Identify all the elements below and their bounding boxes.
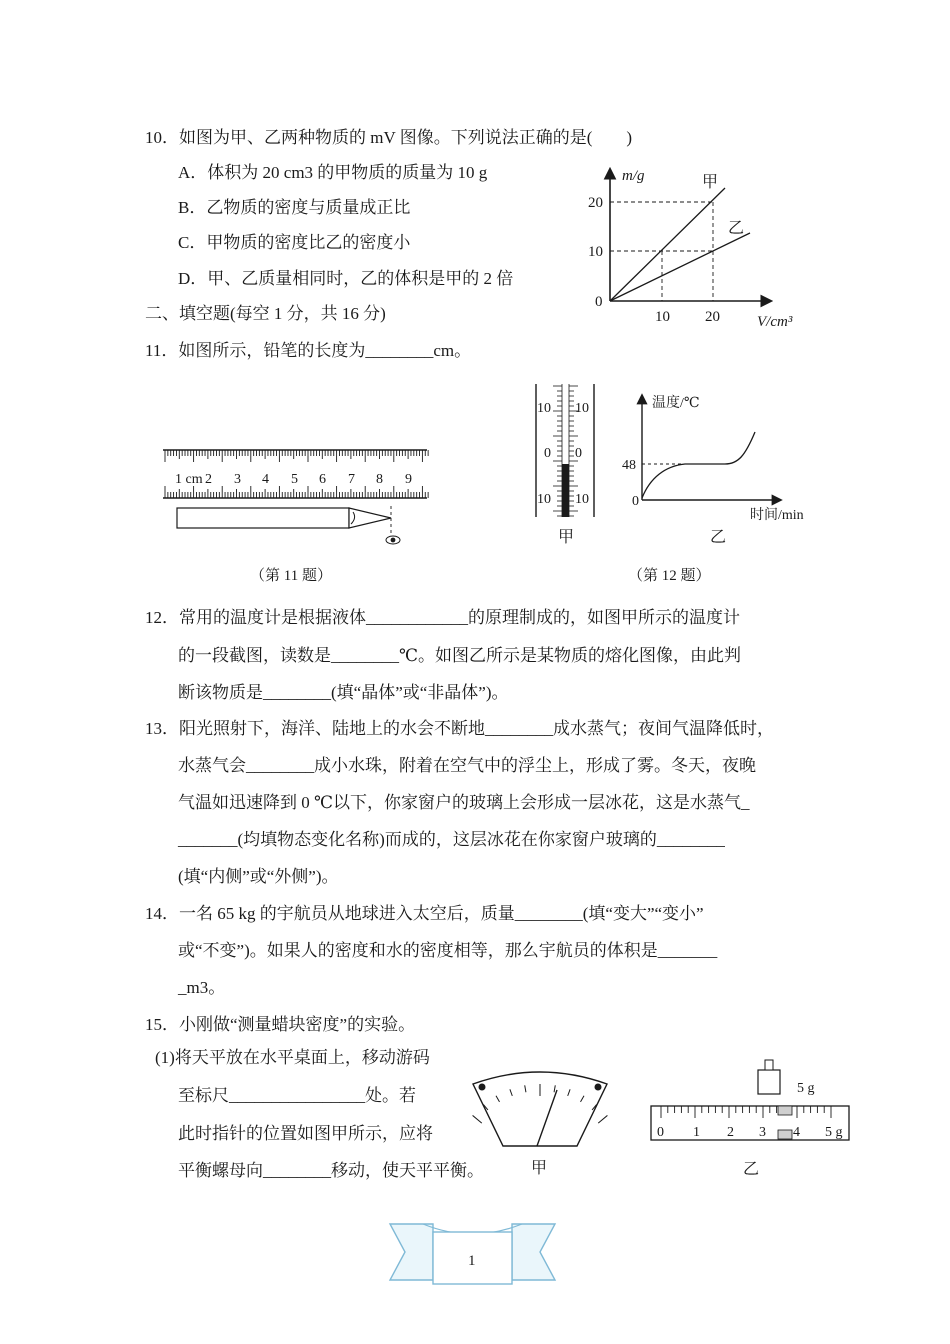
- melt-caption: 乙: [710, 529, 727, 546]
- mv-origin: 0: [595, 294, 603, 310]
- ruler-label-9: 9: [405, 472, 412, 487]
- q13-line-5: (填“内侧”或“外侧”)。: [178, 867, 339, 886]
- q10-stem: 10．如图为甲、乙两种物质的 mV 图像。下列说法正确的是( ): [145, 128, 633, 147]
- melt-tick-48: 48: [622, 458, 636, 473]
- ruler-label-3: 3: [234, 472, 241, 487]
- ruler-label-1: 1 cm: [175, 472, 203, 487]
- q11-stem: 11．如图所示，铅笔的长度为________cm。: [145, 341, 472, 360]
- thermo-caption: 甲: [558, 529, 575, 546]
- rider-bottom: [778, 1130, 792, 1139]
- balance-dial: [473, 1072, 607, 1146]
- q15-line-4: 平衡螺母向________移动，使天平平衡。: [178, 1161, 484, 1180]
- series-a-line: [610, 188, 725, 301]
- scale-label-1: 1: [693, 1125, 700, 1140]
- q14-line-1: 14．一名 65 kg 的宇航员从地球进入太空后，质量________(填“变大”“变小”: [145, 904, 704, 923]
- ruler-label-7: 7: [348, 472, 355, 487]
- rider-top: [778, 1106, 792, 1115]
- balance-pointer-figure: [465, 1062, 615, 1182]
- ruler-label-6: 6: [319, 472, 326, 487]
- q14-line-2: 或“不变”)。如果人的密度和水的密度相等，那么宇航员的体积是_______: [178, 941, 718, 960]
- scale-label-3: 3: [759, 1125, 766, 1140]
- series-b-line: [610, 233, 750, 301]
- weight-label: 5 g: [797, 1081, 815, 1096]
- pencil-body: [177, 508, 349, 528]
- q12-line-1: 12．常用的温度计是根据液体____________的原理制成的，如图甲所示的温度计: [145, 608, 740, 627]
- scale-label-0: 0: [657, 1125, 664, 1140]
- mv-y-tick-20: 20: [588, 195, 603, 211]
- melting-curve: [642, 432, 755, 498]
- section-heading: 二、填空题(每空 1 分，共 16 分): [145, 304, 386, 323]
- q10-option-b[interactable]: B．乙物质的密度与质量成正比: [178, 198, 411, 217]
- scale-label-5: 5 g: [825, 1125, 843, 1140]
- melting-curve-figure: [620, 388, 820, 548]
- thermometer-figure: [528, 382, 603, 547]
- q15-stem: 15．小刚做“测量蜡块密度”的实验。: [145, 1015, 416, 1034]
- ruler-pencil-figure: [155, 440, 445, 552]
- mv-y-tick-10: 10: [588, 244, 603, 260]
- q15-line-3: 此时指针的位置如图甲所示，应将: [178, 1124, 433, 1143]
- melt-origin: 0: [632, 494, 639, 509]
- series-b-label: 乙: [728, 220, 745, 237]
- q12-line-3: 断该物质是________(填“晶体”或“非晶体”)。: [178, 683, 509, 702]
- scale-label-2: 2: [727, 1125, 734, 1140]
- balance-caption: 甲: [531, 1160, 548, 1177]
- melt-y-label: 温度/℃: [652, 396, 700, 411]
- thermo-right-10-bot: 10: [575, 492, 589, 507]
- ruler-label-2: 2: [205, 472, 212, 487]
- q14-line-3: _m3。: [178, 978, 226, 997]
- q12-line-2: 的一段截图，读数是________℃。如图乙所示是某物质的熔化图像，由此判: [178, 646, 742, 665]
- ruler-label-4: 4: [262, 472, 269, 487]
- thermo-left-10-top: 10: [537, 401, 551, 416]
- q13-line-2: 水蒸气会________成小水珠，附着在空气中的浮尘上，形成了雾。冬天，夜晚: [178, 756, 756, 775]
- q11-caption: （第 11 题）: [250, 568, 332, 584]
- mv-x-tick-10: 10: [655, 309, 670, 325]
- q13-line-3: 气温如迅速降到 0 ℃以下，你家窗户的玻璃上会形成一层冰花，这是水蒸气_: [178, 793, 750, 812]
- thermometer-liquid: [562, 464, 569, 517]
- pencil-tip: [349, 508, 391, 528]
- scale-label-4: 4: [793, 1125, 800, 1140]
- q10-option-c[interactable]: C．甲物质的密度比乙的密度小: [178, 233, 411, 252]
- mv-x-label: V/cm³: [757, 314, 793, 330]
- q15-line-1: (1)将天平放在水平桌面上，移动游码: [155, 1048, 430, 1067]
- q12-caption: （第 12 题）: [628, 568, 711, 584]
- rider-scale-figure: [645, 1052, 860, 1182]
- scale-caption: 乙: [743, 1161, 760, 1178]
- thermo-right-0: 0: [575, 446, 582, 461]
- ruler-label-5: 5: [291, 472, 298, 487]
- thermo-left-0: 0: [544, 446, 551, 461]
- scale-bar: [651, 1106, 849, 1140]
- series-a-label: 甲: [702, 174, 719, 191]
- q13-line-4: _______(均填物态变化名称)而成的，这层冰花在你家窗户玻璃的________: [178, 830, 725, 849]
- q10-option-a[interactable]: A．体积为 20 cm3 的甲物质的质量为 10 g: [178, 163, 488, 182]
- melt-x-label: 时间/min: [750, 508, 804, 523]
- ruler-label-8: 8: [376, 472, 383, 487]
- thermo-right-10-top: 10: [575, 401, 589, 416]
- thermo-left-10-bot: 10: [537, 492, 551, 507]
- mv-x-tick-20: 20: [705, 309, 720, 325]
- page-number-ribbon: [385, 1218, 560, 1290]
- page-number: 1: [468, 1253, 476, 1269]
- mv-graph: [585, 160, 815, 335]
- q13-line-1: 13．阳光照射下，海洋、陆地上的水会不断地________成水蒸气；夜间气温降低时，: [145, 719, 774, 738]
- q15-line-2: 至标尺________________处。若: [178, 1086, 416, 1105]
- mv-y-label: m/g: [622, 168, 645, 184]
- weight-block: [758, 1070, 780, 1094]
- q10-option-d[interactable]: D．甲、乙质量相同时，乙的体积是甲的 2 倍: [178, 269, 514, 288]
